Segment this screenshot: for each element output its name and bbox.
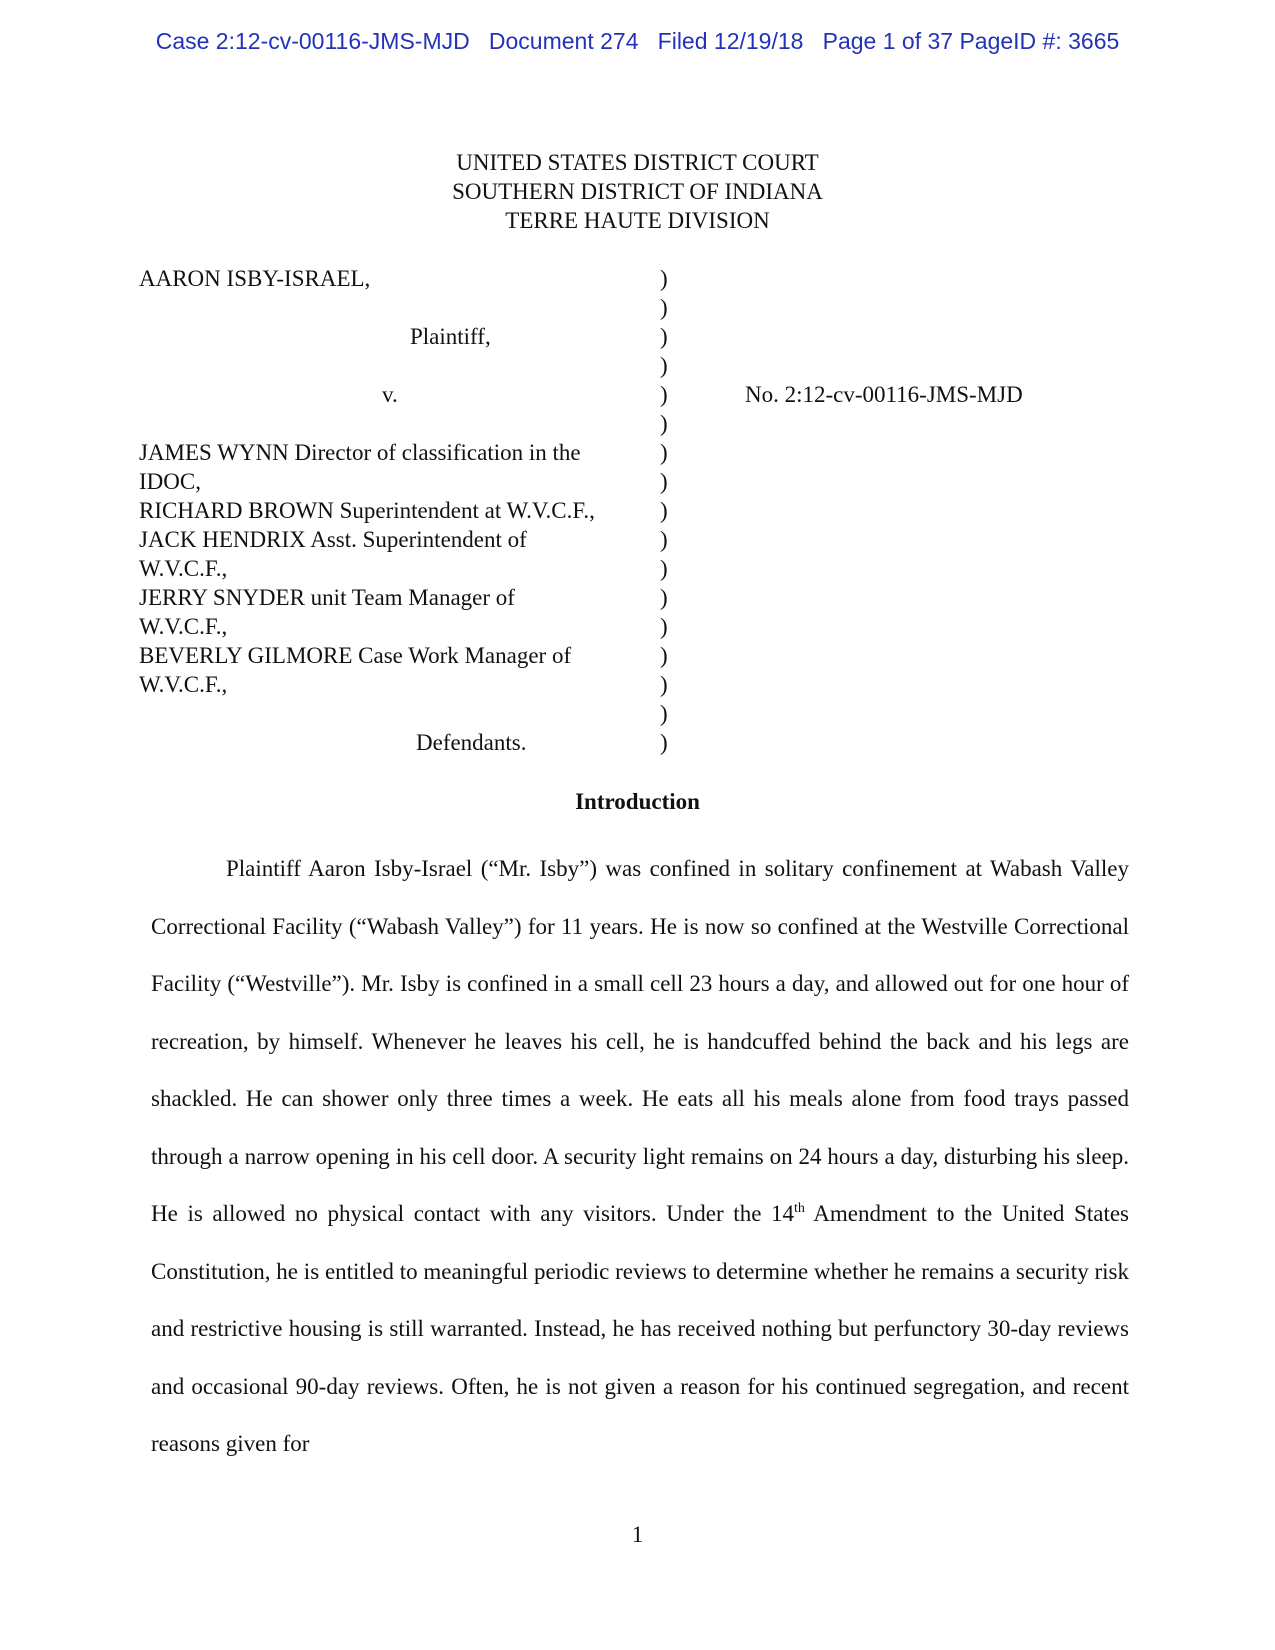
versus: v.: [382, 382, 398, 407]
defendant-line: W.V.C.F.,: [139, 672, 228, 697]
caption-paren: ): [660, 614, 668, 639]
header-case-number: Case 2:12-cv-00116-JMS-MJD: [155, 28, 470, 54]
court-district: SOUTHERN DISTRICT OF INDIANA: [452, 179, 823, 204]
caption-paren: ): [660, 440, 668, 465]
header-document: Document 274: [488, 28, 639, 54]
header-filed-date: Filed 12/19/18: [657, 28, 804, 54]
defendant-line: W.V.C.F.,: [139, 556, 228, 581]
caption-paren: ): [660, 295, 668, 320]
caption-paren-column: [660, 264, 668, 757]
header-page-info: Page 1 of 37 PageID #: 3665: [822, 28, 1120, 54]
defendant-line: JERRY SNYDER unit Team Manager of: [139, 585, 515, 610]
caption-paren: ): [660, 701, 668, 726]
defendant-line: BEVERLY GILMORE Case Work Manager of: [139, 643, 572, 668]
body-text: [151, 840, 1129, 1473]
defendants-label: Defendants.: [416, 730, 527, 755]
defendant-line: RICHARD BROWN Superintendent at W.V.C.F.,: [139, 498, 595, 523]
caption-paren: ): [660, 266, 668, 291]
defendant-line: W.V.C.F.,: [139, 614, 228, 639]
intro-paragraph: [151, 840, 1129, 1473]
ecf-header: [0, 28, 1275, 55]
defendant-line: JACK HENDRIX Asst. Superintendent of: [139, 527, 527, 552]
defendant-line: IDOC,: [139, 469, 201, 494]
caption-paren: ): [660, 411, 668, 436]
caption-paren: ): [660, 672, 668, 697]
caption-paren: ): [660, 324, 668, 349]
caption-paren: ): [660, 353, 668, 378]
court-heading: [0, 148, 1275, 235]
caption-paren: ): [660, 556, 668, 581]
page-number: 1: [631, 1522, 644, 1547]
court-name: UNITED STATES DISTRICT COURT: [456, 150, 819, 175]
plaintiff-name: AARON ISBY-ISRAEL,: [139, 266, 371, 291]
section-title: Introduction: [575, 789, 700, 814]
caption-paren: ): [660, 498, 668, 523]
case-number: No. 2:12-cv-00116-JMS-MJD: [745, 382, 1023, 407]
ordinal-superscript: th: [794, 1201, 805, 1216]
caption-paren: ): [660, 382, 668, 407]
caption-paren: ): [660, 730, 668, 755]
plaintiff-label: Plaintiff,: [410, 324, 491, 349]
court-division: TERRE HAUTE DIVISION: [505, 208, 770, 233]
caption-paren: ): [660, 527, 668, 552]
defendant-line: JAMES WYNN Director of classification in the: [139, 440, 581, 465]
paragraph-text-continued: Amendment to the United States Constitution, he is entitled to meaningful periodic reviews to determine whether he remains a security risk and restrictive housing is still warranted. Instead, he has received nothing but perfunctory 30-day reviews and occasional 90-day reviews. Often, he is not given a reason for his continued segregation, and recent reasons given for: [151, 1201, 1129, 1456]
caption-paren: ): [660, 643, 668, 668]
paragraph-text: Plaintiff Aaron Isby-Israel (“Mr. Isby”) was confined in solitary confinement at Wabash Valley Correctional Facility (“Wabash Valley”) for 11 years. He is now so confined at the Westville Correctional Facility (“Westville”). Mr. Isby is confined in a small cell 23 hours a day, and allowed out for one hour of recreation, by himself. Whenever he leaves his cell, he is handcuffed behind the back and his legs are shackled. He can shower only three times a week. He eats all his meals alone from food trays passed through a narrow opening in his cell door. A security light remains on 24 hours a day, disturbing his sleep. He is allowed no physical contact with any visitors. Under the 14: [151, 856, 1129, 1226]
caption-paren: ): [660, 585, 668, 610]
caption-paren: ): [660, 469, 668, 494]
